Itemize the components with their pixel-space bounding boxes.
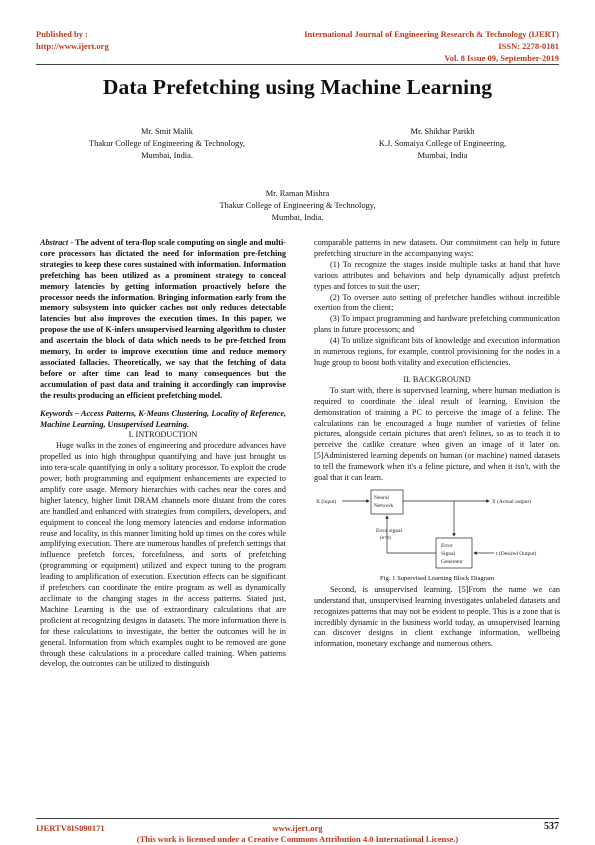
contribution-item-1: (1) To recognize the stages inside multiple tasks at hand that have various attributes and behaviors and help dynamically adjust prefetch types and forces to suit the user; (314, 259, 560, 291)
neural-network-label-2: Network (374, 502, 394, 509)
keywords: Keywords – Access Patterns, K-Means Clustering, Locality of Reference, Machine Learning, Unsupervised Learning. (40, 408, 286, 429)
page-footer (36, 821, 559, 844)
journal-url-link[interactable]: http://www.ijert.org (36, 41, 109, 51)
continued-paragraph: comparable patterns in new datasets. Our commitment can help in future prefetching structure in the accompanying ways: (314, 238, 560, 258)
author-name: Mr. Shikhar Parikh (410, 127, 475, 136)
footer-url-link[interactable]: www.ijert.org (272, 823, 323, 833)
page-number: 537 (544, 821, 559, 832)
error-signal-sublabel: (e=t) (380, 534, 391, 541)
author-block-1 (52, 126, 282, 162)
volume-issue: Vol. 8 Issue 09, September-2019 (444, 53, 559, 63)
block-diagram-svg (314, 488, 560, 574)
background-paragraph-2: Second, is unsupervised learning. [5]From the name we can understand that, unsupervised learning investigates unlabeled datasets and recognizes patterns that may not be evident to people. This is a zone that is incredibly dynamic in the business world today, as unsupervised learning can discover designs in client exchange information, wellbeing information, monetary exchange and numerous others. (314, 584, 560, 649)
contribution-item-4: (4) To utilize significant bits of knowledge and execution information in numerous regions, for example, control provisioning for the nodes in a huge group to boost both vitality and execution efficiencies. (314, 336, 560, 367)
error-gen-label-1: Error (441, 542, 453, 549)
section-heading-background: II. BACKGROUND (403, 374, 471, 384)
error-gen-label-2: Signal (441, 550, 456, 557)
author-affiliation: Thakur College of Engineering & Technology, (89, 139, 245, 148)
author-affiliation: K.J. Somaiya College of Engineering, (378, 139, 507, 148)
abstract-label: Abstract - (40, 238, 74, 247)
contribution-item-2: (2) To oversee auto setting of prefetcher handles without incredible exertion from the client; (314, 292, 560, 313)
issn: ISSN: 2278-0181 (498, 41, 559, 51)
author-block-3 (180, 188, 415, 224)
figure-caption: Fig. 1 Supervised Learning Block Diagram (380, 574, 494, 582)
contribution-item-3: (3) To impact programming and hardware prefetching communication plans in future processors; and (314, 314, 560, 335)
author-block-2 (330, 126, 555, 162)
section-heading-introduction: I. INTRODUCTION (128, 430, 198, 440)
author-name: Mr. Smit Malik (141, 127, 193, 136)
author-affiliation: Thakur College of Engineering & Technology, (219, 201, 376, 210)
actual-output-label: Y (Actual output) (492, 498, 531, 505)
author-name: Mr. Raman Mishra (265, 189, 330, 198)
error-signal-label: Error signal (376, 527, 403, 534)
abstract (40, 238, 286, 402)
neural-network-label-1: Neural (374, 494, 389, 501)
background-paragraph-1: To start with, there is supervised learning, where human mediation is required to coordinate the ideal result of learning. Envision the demonstration of training a PC to perceive the image of a feline. The calculations can be encouraged a huge number of varieties of feline pictures, alongside certain pictures that aren't felines, so as to teach it to perceive the catlike creature when given an image of it later on. [5]Administered learning depends on human (or machine) named datasets to tell the framework when it's a feline picture, and when it isn't, with the goal that it can learn. (314, 385, 560, 483)
license-note: (This work is licensed under a Creative Commons Attribution 4.0 International License.) (136, 834, 459, 844)
supervised-learning-diagram (314, 488, 560, 574)
journal-name: International Journal of Engineering Research & Technology (IJERT) (304, 29, 559, 39)
author-location: Mumbai, India (417, 151, 468, 160)
paper-id: IJERTV8IS090171 (36, 823, 105, 833)
author-location: Mumbai, India. (271, 213, 324, 222)
right-column (314, 238, 560, 650)
header-rule (36, 64, 559, 65)
author-location: Mumbai, India. (141, 151, 193, 160)
desired-output-label: t (Desired Output) (496, 550, 537, 557)
error-gen-label-3: Generator (441, 558, 463, 565)
intro-paragraph: Huge walks in the zones of engineering and procedure advances have propelled us into high throughput quantifying and have just brought us into tera-scale quantifying in only a solitary processor. To exploit the crude power, both programming and equipment enhancements are expected to amplify core usage. Memory hierarchies with caches near the cores and higher latency, higher limit DRAM channels more distant from the cores are handled and enhanced with strategies from compilers, developers, and equipment to conceal the long memory latencies and endorse information reuse and locality, in this manner limiting hold up times on the cores while amplifying execution. There are numerous handles of prefetch settings that influence prefetch forces, forcefulness, and sorts of prefetching (programming or equipment) utilized and expect tuning to the program leading to amplification of execution. Execution effects can be significant if prefetchers can coordinate the entire program as well as dynamically acclimate to the changing stages in the access patterns. Stated just, Machine Learning is the use of extraordinary calculations that are proficient at recognizing designs in datasets. The more information there is for these calculations to investigate, the better the outcomes will be in general. Information from which examples ought to be removed are gone through these calculations in a procedure called training. When patterns develop, the outcomes can be utilized to distinguish (40, 441, 286, 669)
paper-title: Data Prefetching using Machine Learning (102, 75, 493, 99)
footer-rule (36, 818, 559, 819)
published-by: Published by : (36, 29, 88, 39)
abstract-text: The advent of tera-flop scale computing on single and multi-core processors has dictated the need for information pre-fetching strategies to keep these cores sustained with information. Information prefetching has been utilized as a prominent strategy to conceal memory latencies by getting information proactively before the processor needs the information. Bringing information early from the memory subsystem into quicker caches not only reduces detectable latencies but also improves the execution times. In this paper, we propose the use of K-infers unsupervised learning algorithm to cluster and ascertain the block of data which needs to be pre-fetched from memory, In order to improve execution time and reduce memory associated fallacies. Theoretically, we say that the fetching of data before or after time can lead to many consequences but the accumulation of past data and training it accordingly can improvise the results producing an efficient prefetching model. (40, 238, 286, 400)
left-column (40, 238, 286, 670)
input-label: X (input) (316, 498, 337, 505)
neural-network-box (371, 490, 403, 514)
page-header (36, 28, 559, 68)
